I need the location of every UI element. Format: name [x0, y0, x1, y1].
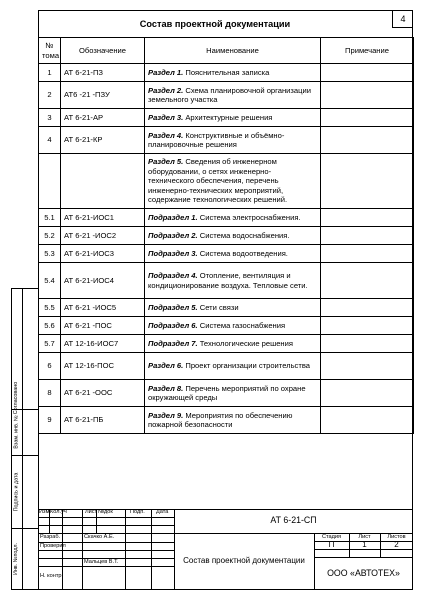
- section-name: [145, 245, 321, 263]
- header-name: Наименование: [145, 38, 321, 64]
- section-text: Система газоснабжения: [197, 320, 286, 330]
- section-text: Система водоснабжения.: [197, 230, 290, 240]
- designation-code: АТ 6-21 -ПОС: [61, 317, 145, 335]
- section-text: Схема планировочной организации земельного участка: [148, 85, 311, 104]
- table-row: [39, 109, 414, 127]
- sheets-value: 2: [394, 540, 399, 549]
- table-row: [39, 380, 414, 407]
- table-row: [39, 209, 414, 227]
- note-cell: [321, 353, 414, 380]
- title-block: [38, 509, 413, 590]
- section-text: Перечень мероприятий по охране окружающей среды: [148, 383, 306, 402]
- table-row: [39, 245, 414, 263]
- designation-code: АТ 6-21 -ИОС5: [61, 299, 145, 317]
- note-cell: [321, 64, 414, 82]
- table-row: [39, 335, 414, 353]
- section-text: Мероприятия по обеспечению пожарной безопасности: [148, 410, 293, 429]
- section-prefix: Подраздел 1.: [148, 212, 198, 222]
- section-name: [145, 154, 321, 209]
- section-name: [145, 353, 321, 380]
- inv-original-label: Инв. №подл.: [13, 542, 20, 575]
- volume-number: 8: [39, 380, 61, 407]
- volume-number: 5.1: [39, 209, 61, 227]
- note-cell: [321, 245, 414, 263]
- table-row: [39, 127, 414, 154]
- designation-code: АТ 6-21-ПЗ: [61, 64, 145, 82]
- note-cell: [321, 127, 414, 154]
- header-note: Примечание: [321, 38, 414, 64]
- sheet-label: Лист: [358, 534, 371, 540]
- section-text: Конструктивные и объёмно-планировочные решения: [148, 130, 285, 149]
- table-row: [39, 82, 414, 109]
- document-code: АТ 6-21-СП: [270, 515, 317, 525]
- section-text: Система водоотведения.: [197, 248, 288, 258]
- designation-code: АТ 12-16-ПОС: [61, 353, 145, 380]
- section-text: Технологические решения: [197, 338, 293, 348]
- signature-date-label: Подпись и дата: [13, 472, 20, 511]
- volume-number: 5.4: [39, 263, 61, 299]
- section-prefix: Раздел 2.: [148, 85, 184, 95]
- page-number: 4: [392, 10, 413, 28]
- note-cell: [321, 317, 414, 335]
- page-title: Состав проектной документации: [139, 19, 291, 29]
- volume-number: 1: [39, 64, 61, 82]
- note-cell: [321, 263, 414, 299]
- volume-number: 9: [39, 407, 61, 434]
- section-name: [145, 317, 321, 335]
- note-cell: [321, 335, 414, 353]
- col-header-kol: Кол.уч: [50, 509, 67, 515]
- table-header-row: [39, 38, 414, 64]
- section-name: [145, 263, 321, 299]
- section-name: [145, 127, 321, 154]
- col-header-izm: Изм: [39, 509, 50, 515]
- note-cell: [321, 109, 414, 127]
- section-prefix: Подраздел 5.: [148, 302, 198, 312]
- designation-code: АТ 6-21-ИОС4: [61, 263, 145, 299]
- section-text: Пояснительная записка: [183, 67, 270, 77]
- section-name: [145, 64, 321, 82]
- person-maltsev: Мальцев В.Т.: [84, 559, 119, 565]
- table-row: [39, 154, 414, 209]
- note-cell: [321, 380, 414, 407]
- volume-number: 3: [39, 109, 61, 127]
- designation-code: АТ6 -21 -ПЗУ: [61, 82, 145, 109]
- section-name: [145, 209, 321, 227]
- volume-number: 5.5: [39, 299, 61, 317]
- section-name: [145, 335, 321, 353]
- section-text: Архитектурные решения: [183, 112, 273, 122]
- note-cell: [321, 227, 414, 245]
- volume-number: 5.2: [39, 227, 61, 245]
- role-norm-control: Н. контр.: [40, 573, 64, 579]
- volume-number: 2: [39, 82, 61, 109]
- documents-table: [38, 37, 414, 434]
- table-row: [39, 353, 414, 380]
- designation-code: [61, 154, 145, 209]
- table-row: [39, 263, 414, 299]
- section-name: [145, 109, 321, 127]
- section-name: [145, 380, 321, 407]
- designation-code: АТ 6-21-ИОС3: [61, 245, 145, 263]
- header-designation: Обозначение: [61, 38, 145, 64]
- section-prefix: Подраздел 2.: [148, 230, 198, 240]
- section-prefix: Раздел 8.: [148, 383, 184, 393]
- note-cell: [321, 82, 414, 109]
- volume-number: 4: [39, 127, 61, 154]
- volume-number: 5.3: [39, 245, 61, 263]
- section-name: [145, 407, 321, 434]
- header-num: № тома: [39, 38, 61, 64]
- section-name: [145, 227, 321, 245]
- table-row: [39, 299, 414, 317]
- col-header-date: Дата: [156, 509, 169, 515]
- designation-code: АТ 6-21-АР: [61, 109, 145, 127]
- designation-code: АТ 6-21-ИОС1: [61, 209, 145, 227]
- section-prefix: Подраздел 3.: [148, 248, 198, 258]
- note-cell: [321, 407, 414, 434]
- stage-value: П: [328, 540, 335, 549]
- section-prefix: Раздел 5.: [148, 157, 184, 167]
- col-header-list: Лист: [85, 509, 98, 515]
- section-name: [145, 82, 321, 109]
- table-row: [39, 317, 414, 335]
- volume-number: 6: [39, 353, 61, 380]
- section-prefix: Подраздел 7.: [148, 338, 198, 348]
- section-text: Сведения об инженерном оборудовании, о сетях инженерно-технического обеспечения, перечень инженерно-технических мероприятий, содержание технологических решений.: [148, 157, 288, 205]
- section-prefix: Подраздел 6.: [148, 320, 198, 330]
- document-name: Состав проектной документации: [183, 556, 305, 565]
- section-text: Система электроснабжения.: [197, 212, 301, 222]
- designation-code: АТ 6-21 -ООС: [61, 380, 145, 407]
- volume-number: 5.6: [39, 317, 61, 335]
- section-prefix: Подраздел 4.: [148, 271, 198, 281]
- side-stamp: [11, 288, 38, 590]
- section-prefix: Раздел 4.: [148, 130, 184, 140]
- role-developer: Разраб.: [40, 534, 61, 540]
- table-body: [39, 64, 414, 434]
- person-developer: Скачко А.Е.: [84, 534, 115, 540]
- volume-number: 5.7: [39, 335, 61, 353]
- designation-code: АТ 6-21-КР: [61, 127, 145, 154]
- role-checker: Проверил: [40, 543, 66, 549]
- section-text: Проект организации строительства: [183, 361, 310, 371]
- replaced-inv-label: Взам. инв. №: [13, 415, 20, 449]
- designation-code: АТ 6-21-ПБ: [61, 407, 145, 434]
- note-cell: [321, 209, 414, 227]
- sheet-value: 1: [362, 540, 367, 549]
- col-header-ndok: №док: [98, 509, 113, 515]
- table-row: [39, 227, 414, 245]
- company-name: ООО «АВТОТЕХ»: [327, 568, 400, 578]
- volume-number: [39, 154, 61, 209]
- designation-code: АТ 12-16-ИОС7: [61, 335, 145, 353]
- section-prefix: Раздел 6.: [148, 361, 184, 371]
- sheets-label: Листов: [387, 534, 406, 540]
- col-header-podp: Подп.: [130, 509, 145, 515]
- table-row: [39, 407, 414, 434]
- section-name: [145, 299, 321, 317]
- section-text: Отопление, вентиляция и кондиционирование воздуха. Тепловые сети.: [148, 271, 308, 290]
- table-row: [39, 64, 414, 82]
- section-prefix: Раздел 9.: [148, 410, 184, 420]
- designation-code: АТ 6-21 -ИОС2: [61, 227, 145, 245]
- stage-label: Стадия: [321, 534, 342, 540]
- section-prefix: Раздел 1.: [148, 67, 184, 77]
- section-text: Сети связи: [197, 302, 239, 312]
- section-prefix: Раздел 3.: [148, 112, 184, 122]
- agreed-label: Согласовано: [13, 381, 20, 415]
- note-cell: [321, 299, 414, 317]
- note-cell: [321, 154, 414, 209]
